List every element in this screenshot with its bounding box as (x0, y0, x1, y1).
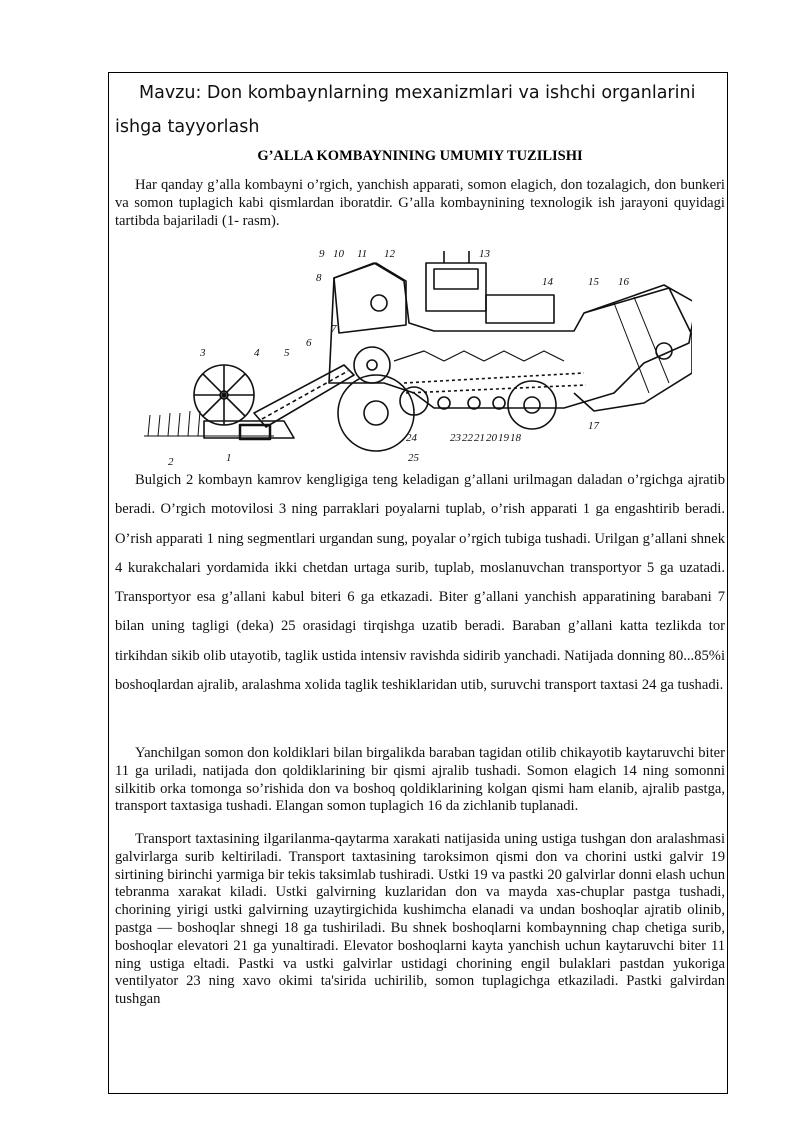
figure-label: 16 (618, 276, 629, 288)
figure-label: 22 (462, 432, 473, 444)
figure-label: 18 (510, 432, 521, 444)
figure-label: 8 (316, 272, 322, 284)
figure-label: 25 (408, 452, 419, 464)
figure-label: 3 (200, 347, 206, 359)
section-title: G’ALLA KOMBAYNINING UMUMIY TUZILISHI (257, 148, 583, 164)
figure-label: 10 (333, 248, 344, 260)
paragraph-process: Bulgich 2 kombayn kamrov kengligiga teng keladigan g’allani urilmagan daladan o’rgichga ajratib beradi. O’rgich motovilosi 3 ning parraklari poyalarni tuplab, o’rish apparati 1 ga engashtirib beradi. O’rish apparati 1 ning segmentlari urgandan sung, poyalar o’rgich tubiga tushadi. Urilgan g’allani shnek 4 kurakchalari yordamida ikki chetdan urtaga surib, tuplab, moslanuvchan transportyor 5 ga uzatadi. Transportyor esa g’allani kabul biteri 6 ga etkazadi. Biter g’allani yanchish apparatining barabani 7 bilan uning tagligi (deka) 25 orasidagi tirqishga uzatib beradi. Baraban g’allani katta tezlikda tor tirkihdan sikib olib utayotib, taglik ustida intensiv ravishda sidirib yanchadi. Natijada donning 80...85%i boshoqlardan ajralib, aralashma xolida taglik teshiklaridan utib, suruvchi transport taxtasi 24 ga tushadi. (115, 472, 726, 694)
figure-label: 21 (474, 432, 485, 444)
paragraph-cleaning: Transport taxtasining ilgarilanma-qaytarma xarakati natijasida uning ustiga tushgan don aralashmasi galvirlarga surib keltiriladi. Transport taxtasining taroksimon qismi don va chorini ustki galvir 19 sirtining birinchi yarmiga bir tekis taksimlab tushiradi. Ustki 19 va pastki 20 galvirlar donni elash uchun tebranma xarakat kiladi. Ustki galvirning kuzlaridan don va mayda xas-chuplar pastga tushadi, chorining yirigi ustki galvirning uzaytirgichida kushimcha elanadi va undan boshoqlar ajratib olinib, pastga — boshoqlar shnegi 18 ga tushiriladi. Bu shnek boshoqlarni kombaynning chap chetiga surib, boshoqlar elevatori 21 ga yunaltiradi. Elevator boshoqlarni kayta yanchish uchun kaytaruvchi biter 11 ning ustiga eltadi. Pastki va ustki galvirlar ustidagi chorining engil bulaklari pastdan yukoriga ventilyator 23 ning xavo okimi ta'sirida uchirilib, somon tuplagichga etkaziladi. Pastki galvirdan tushgan (115, 831, 725, 1008)
figure-label: 9 (319, 248, 325, 260)
topic-heading: Mavzu: Don kombaynlarning mexanizmlari va ishchi organlarini ishga tayyorlash (115, 83, 696, 137)
figure-label: 17 (588, 420, 599, 432)
figure-label: 7 (331, 323, 337, 335)
figure-label: 24 (406, 432, 417, 444)
figure-label: 2 (168, 456, 174, 466)
figure-label: 4 (254, 347, 260, 359)
paragraph-straw: Yanchilgan somon don koldiklari bilan birgalikda baraban tagidan otilib chikayotib kaytaruvchi biter 11 ga uriladi, natijada don qoldiklarining bir qismi ajralib tushadi. Somon elagich 14 ning somonni silkitib orka tomonga so’rishida don va boshoq qoldiklarining kolgan qismi ham elanib, ajralib pastga, transport taxtasiga tushadi. Elangan somon tuplagich 16 da zichlanib tuplanadi. (115, 745, 725, 815)
paragraph-intro: Har qanday g’alla kombayni o’rgich, yanchish apparati, somon elagich, don tozalagich, don bunkeri va somon tuplagich kabi qismlardan iboratdir. G’alla kombaynining texnologik ish jarayoni quyidagi tartibda bajariladi (1- rasm). (115, 177, 725, 229)
figure-label: 6 (306, 337, 312, 349)
combine-harvester-diagram (144, 243, 692, 466)
combine-harvester-drawing (144, 243, 692, 466)
figure-label: 19 (498, 432, 509, 444)
figure-label: 11 (357, 248, 368, 260)
figure-label: 12 (384, 248, 395, 260)
figure-label: 1 (226, 452, 232, 464)
figure-label: 5 (284, 347, 290, 359)
figure-label: 14 (542, 276, 553, 288)
figure-label: 13 (479, 248, 490, 260)
figure-label: 20 (486, 432, 497, 444)
figure-label: 15 (588, 276, 599, 288)
figure-label: 23 (450, 432, 461, 444)
